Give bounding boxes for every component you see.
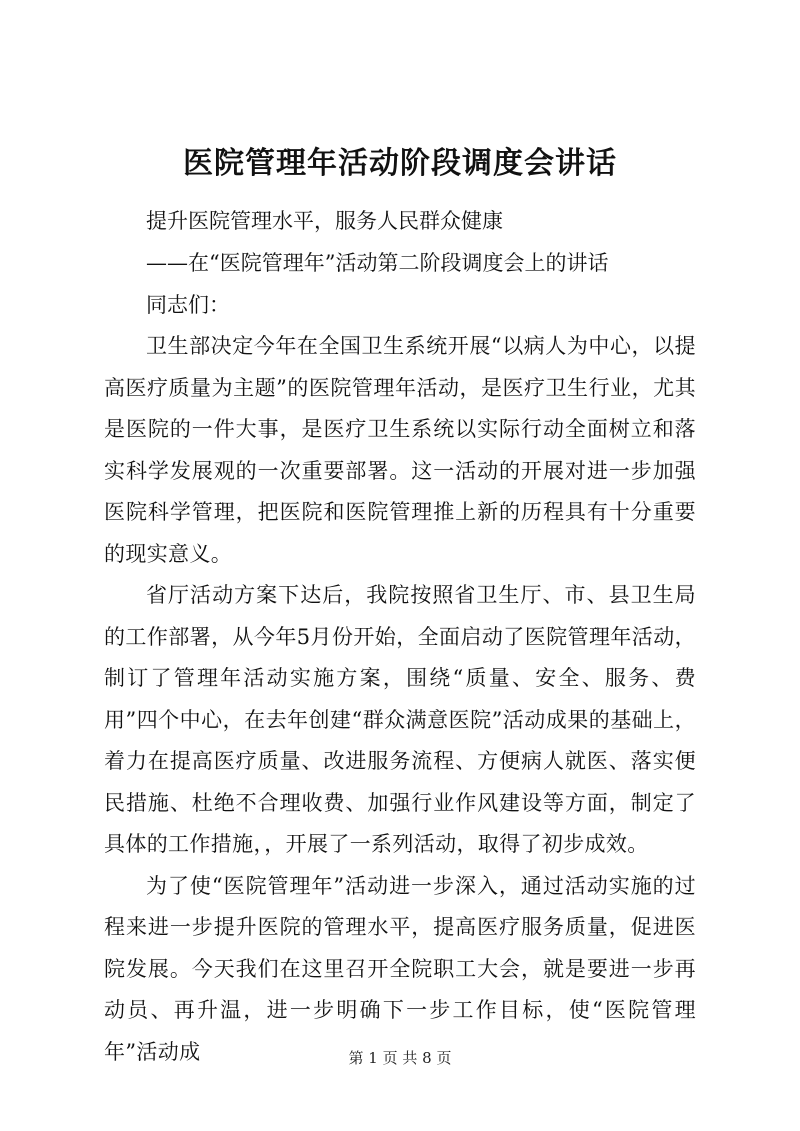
body-paragraph-2: 省厅活动方案下达后，我院按照省卫生厅、市、县卫生局的工作部署，从今年5月份开始，全面启动了医院管理年活动，制订了管理年活动实施方案，围绕“质量、安全、服务、费用”四个中心，在去年创建“群众满意医院”活动成果的基础上，着力在提高医疗质量、改进服务流程、方便病人就医、落实便民措施、杜绝不合理收费、加强行业作风建设等方面，制定了具体的工作措施，，开展了一系列活动，取得了初步成效。	[104, 583, 696, 856]
speech-subtitle: 提升医院管理水平，服务人民群众健康	[146, 209, 503, 233]
page-title: 医院管理年活动阶段调度会讲话	[183, 146, 617, 181]
page-number-footer: 第 1 页 共 8 页	[348, 1049, 452, 1067]
body-paragraph-3: 为了使“医院管理年”活动进一步深入，通过活动实施的过程来进一步提升医院的管理水平，提高医疗服务质量，促进医院发展。今天我们在这里召开全院职工大会，就是要进一步再动员、再升温，进一步明确下一步工作目标，使“医院管理年”活动成	[104, 873, 696, 1064]
salutation: 同志们：	[146, 293, 230, 317]
speech-byline: ——在“医院管理年”活动第二阶段调度会上的讲话	[146, 251, 609, 275]
body-paragraph-1: 卫生部决定今年在全国卫生系统开展“以病人为中心，以提高医疗质量为主题”的医院管理年活动，是医疗卫生行业，尤其是医院的一件大事，是医疗卫生系统以实际行动全面树立和落实科学发展观的一次重要部署。这一活动的开展对进一步加强医院科学管理，把医院和医院管理推上新的历程具有十分重要的现实意义。	[104, 334, 696, 566]
